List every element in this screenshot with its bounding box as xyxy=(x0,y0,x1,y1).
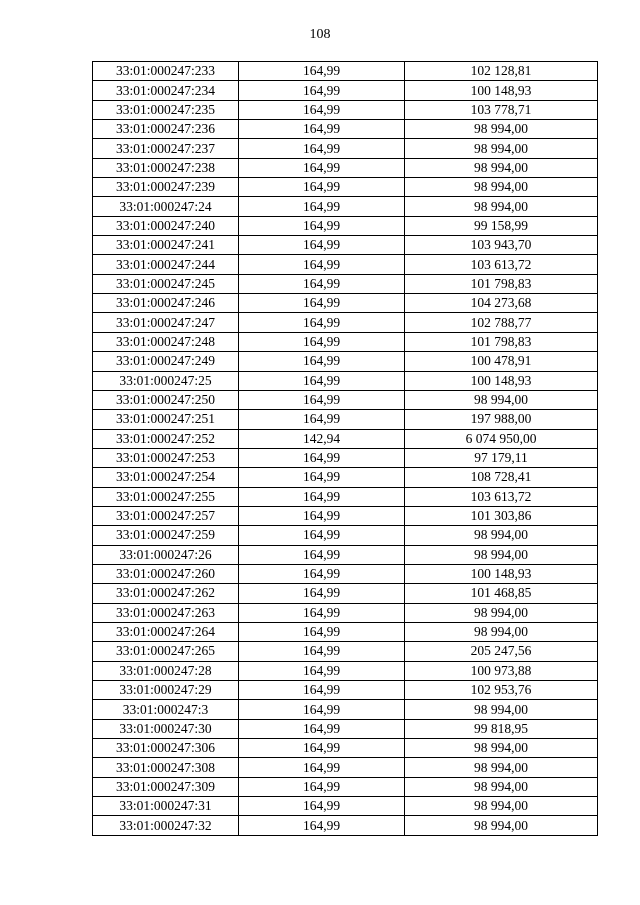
area-cell: 164,99 xyxy=(239,758,405,777)
cadastral-number-cell: 33:01:000247:29 xyxy=(93,681,239,700)
cadastral-number-cell: 33:01:000247:253 xyxy=(93,448,239,467)
table-row xyxy=(93,313,598,332)
area-cell: 164,99 xyxy=(239,410,405,429)
cadastral-value-cell: 98 994,00 xyxy=(405,120,598,139)
area-cell: 164,99 xyxy=(239,777,405,796)
cadastral-number-cell: 33:01:000247:249 xyxy=(93,352,239,371)
cadastral-value-cell: 97 179,11 xyxy=(405,448,598,467)
cadastral-number-cell: 33:01:000247:236 xyxy=(93,120,239,139)
table-row xyxy=(93,371,598,390)
cadastral-number-cell: 33:01:000247:247 xyxy=(93,313,239,332)
table-row xyxy=(93,158,598,177)
area-cell: 164,99 xyxy=(239,255,405,274)
area-cell: 164,99 xyxy=(239,100,405,119)
cadastral-value-cell: 103 613,72 xyxy=(405,255,598,274)
cadastral-number-cell: 33:01:000247:238 xyxy=(93,158,239,177)
cadastral-value-cell: 103 613,72 xyxy=(405,487,598,506)
table-row xyxy=(93,564,598,583)
cadastral-number-cell: 33:01:000247:262 xyxy=(93,584,239,603)
cadastral-number-cell: 33:01:000247:308 xyxy=(93,758,239,777)
table-row xyxy=(93,197,598,216)
cadastral-value-cell: 98 994,00 xyxy=(405,158,598,177)
area-cell: 164,99 xyxy=(239,371,405,390)
cadastral-value-cell: 104 273,68 xyxy=(405,294,598,313)
table-row xyxy=(93,139,598,158)
table-row xyxy=(93,429,598,448)
table-row xyxy=(93,777,598,796)
area-cell: 164,99 xyxy=(239,622,405,641)
area-cell: 164,99 xyxy=(239,294,405,313)
cadastral-number-cell: 33:01:000247:250 xyxy=(93,390,239,409)
area-cell: 164,99 xyxy=(239,700,405,719)
cadastral-value-cell: 98 994,00 xyxy=(405,622,598,641)
cadastral-value-cell: 101 468,85 xyxy=(405,584,598,603)
cadastral-value-cell: 98 994,00 xyxy=(405,816,598,835)
cadastral-number-cell: 33:01:000247:233 xyxy=(93,62,239,81)
area-cell: 164,99 xyxy=(239,719,405,738)
cadastral-number-cell: 33:01:000247:235 xyxy=(93,100,239,119)
area-cell: 164,99 xyxy=(239,274,405,293)
cadastral-number-cell: 33:01:000247:26 xyxy=(93,545,239,564)
cadastral-number-cell: 33:01:000247:254 xyxy=(93,468,239,487)
cadastral-value-cell: 100 148,93 xyxy=(405,81,598,100)
cadastral-value-cell: 98 994,00 xyxy=(405,700,598,719)
table-row xyxy=(93,120,598,139)
cadastral-number-cell: 33:01:000247:245 xyxy=(93,274,239,293)
cadastral-value-cell: 100 148,93 xyxy=(405,564,598,583)
table-row xyxy=(93,410,598,429)
cadastral-number-cell: 33:01:000247:246 xyxy=(93,294,239,313)
cadastral-value-cell: 100 478,91 xyxy=(405,352,598,371)
table-row xyxy=(93,352,598,371)
cadastral-number-cell: 33:01:000247:257 xyxy=(93,506,239,525)
cadastral-number-cell: 33:01:000247:3 xyxy=(93,700,239,719)
cadastral-number-cell: 33:01:000247:251 xyxy=(93,410,239,429)
cadastral-number-cell: 33:01:000247:25 xyxy=(93,371,239,390)
cadastral-number-cell: 33:01:000247:240 xyxy=(93,216,239,235)
area-cell: 164,99 xyxy=(239,816,405,835)
cadastral-value-cell: 100 973,88 xyxy=(405,661,598,680)
cadastral-number-cell: 33:01:000247:263 xyxy=(93,603,239,622)
table-row xyxy=(93,816,598,835)
cadastral-value-cell: 98 994,00 xyxy=(405,178,598,197)
table-row xyxy=(93,661,598,680)
cadastral-value-cell: 98 994,00 xyxy=(405,603,598,622)
area-cell: 164,99 xyxy=(239,62,405,81)
area-cell: 164,99 xyxy=(239,158,405,177)
table-row xyxy=(93,274,598,293)
cadastral-value-cell: 98 994,00 xyxy=(405,739,598,758)
area-cell: 142,94 xyxy=(239,429,405,448)
area-cell: 164,99 xyxy=(239,390,405,409)
table-row xyxy=(93,603,598,622)
table-row xyxy=(93,448,598,467)
cadastral-value-cell: 99 818,95 xyxy=(405,719,598,738)
table-row xyxy=(93,487,598,506)
area-cell: 164,99 xyxy=(239,178,405,197)
table-row xyxy=(93,681,598,700)
area-cell: 164,99 xyxy=(239,468,405,487)
table-row xyxy=(93,642,598,661)
cadastral-value-cell: 98 994,00 xyxy=(405,758,598,777)
table-row xyxy=(93,255,598,274)
area-cell: 164,99 xyxy=(239,681,405,700)
cadastral-value-cell: 102 788,77 xyxy=(405,313,598,332)
area-cell: 164,99 xyxy=(239,564,405,583)
cadastral-number-cell: 33:01:000247:24 xyxy=(93,197,239,216)
table-row xyxy=(93,700,598,719)
cadastral-number-cell: 33:01:000247:28 xyxy=(93,661,239,680)
table-row xyxy=(93,584,598,603)
table-row xyxy=(93,332,598,351)
table-row xyxy=(93,526,598,545)
area-cell: 164,99 xyxy=(239,526,405,545)
table-row xyxy=(93,236,598,255)
table-row xyxy=(93,468,598,487)
area-cell: 164,99 xyxy=(239,603,405,622)
cadastral-number-cell: 33:01:000247:259 xyxy=(93,526,239,545)
cadastral-value-cell: 101 798,83 xyxy=(405,274,598,293)
table-row xyxy=(93,506,598,525)
page-number: 108 xyxy=(309,27,331,42)
cadastral-number-cell: 33:01:000247:31 xyxy=(93,797,239,816)
area-cell: 164,99 xyxy=(239,81,405,100)
area-cell: 164,99 xyxy=(239,584,405,603)
cadastral-value-cell: 197 988,00 xyxy=(405,410,598,429)
area-cell: 164,99 xyxy=(239,139,405,158)
cadastral-value-cell: 98 994,00 xyxy=(405,797,598,816)
area-cell: 164,99 xyxy=(239,332,405,351)
cadastral-value-cell: 102 128,81 xyxy=(405,62,598,81)
area-cell: 164,99 xyxy=(239,661,405,680)
area-cell: 164,99 xyxy=(239,739,405,758)
cadastral-value-cell: 102 953,76 xyxy=(405,681,598,700)
cadastral-value-cell: 108 728,41 xyxy=(405,468,598,487)
cadastral-number-cell: 33:01:000247:241 xyxy=(93,236,239,255)
area-cell: 164,99 xyxy=(239,506,405,525)
cadastral-value-cell: 6 074 950,00 xyxy=(405,429,598,448)
cadastral-value-cell: 101 303,86 xyxy=(405,506,598,525)
cadastral-number-cell: 33:01:000247:265 xyxy=(93,642,239,661)
cadastral-number-cell: 33:01:000247:237 xyxy=(93,139,239,158)
area-cell: 164,99 xyxy=(239,448,405,467)
table-row xyxy=(93,545,598,564)
cadastral-value-cell: 205 247,56 xyxy=(405,642,598,661)
table-row xyxy=(93,739,598,758)
cadastral-number-cell: 33:01:000247:32 xyxy=(93,816,239,835)
table-row xyxy=(93,294,598,313)
cadastral-number-cell: 33:01:000247:244 xyxy=(93,255,239,274)
cadastral-number-cell: 33:01:000247:30 xyxy=(93,719,239,738)
cadastral-value-cell: 101 798,83 xyxy=(405,332,598,351)
cadastral-number-cell: 33:01:000247:252 xyxy=(93,429,239,448)
area-cell: 164,99 xyxy=(239,642,405,661)
table-row xyxy=(93,81,598,100)
cadastral-number-cell: 33:01:000247:239 xyxy=(93,178,239,197)
table-row xyxy=(93,216,598,235)
cadastral-value-table xyxy=(92,61,598,836)
area-cell: 164,99 xyxy=(239,216,405,235)
table-row xyxy=(93,622,598,641)
cadastral-number-cell: 33:01:000247:264 xyxy=(93,622,239,641)
cadastral-number-cell: 33:01:000247:309 xyxy=(93,777,239,796)
cadastral-value-cell: 98 994,00 xyxy=(405,526,598,545)
area-cell: 164,99 xyxy=(239,236,405,255)
cadastral-value-cell: 103 778,71 xyxy=(405,100,598,119)
cadastral-value-cell: 98 994,00 xyxy=(405,777,598,796)
table-row xyxy=(93,758,598,777)
cadastral-number-cell: 33:01:000247:306 xyxy=(93,739,239,758)
cadastral-value-cell: 100 148,93 xyxy=(405,371,598,390)
cadastral-number-cell: 33:01:000247:248 xyxy=(93,332,239,351)
table-row xyxy=(93,178,598,197)
cadastral-number-cell: 33:01:000247:260 xyxy=(93,564,239,583)
area-cell: 164,99 xyxy=(239,313,405,332)
cadastral-number-cell: 33:01:000247:234 xyxy=(93,81,239,100)
table-row xyxy=(93,719,598,738)
table-row xyxy=(93,797,598,816)
area-cell: 164,99 xyxy=(239,545,405,564)
area-cell: 164,99 xyxy=(239,197,405,216)
table-body xyxy=(93,62,598,836)
cadastral-number-cell: 33:01:000247:255 xyxy=(93,487,239,506)
area-cell: 164,99 xyxy=(239,487,405,506)
cadastral-value-cell: 98 994,00 xyxy=(405,197,598,216)
table-row xyxy=(93,390,598,409)
cadastral-value-cell: 99 158,99 xyxy=(405,216,598,235)
area-cell: 164,99 xyxy=(239,120,405,139)
cadastral-value-cell: 98 994,00 xyxy=(405,390,598,409)
cadastral-value-cell: 98 994,00 xyxy=(405,139,598,158)
area-cell: 164,99 xyxy=(239,797,405,816)
cadastral-value-cell: 103 943,70 xyxy=(405,236,598,255)
area-cell: 164,99 xyxy=(239,352,405,371)
table-row xyxy=(93,62,598,81)
table-row xyxy=(93,100,598,119)
cadastral-value-cell: 98 994,00 xyxy=(405,545,598,564)
